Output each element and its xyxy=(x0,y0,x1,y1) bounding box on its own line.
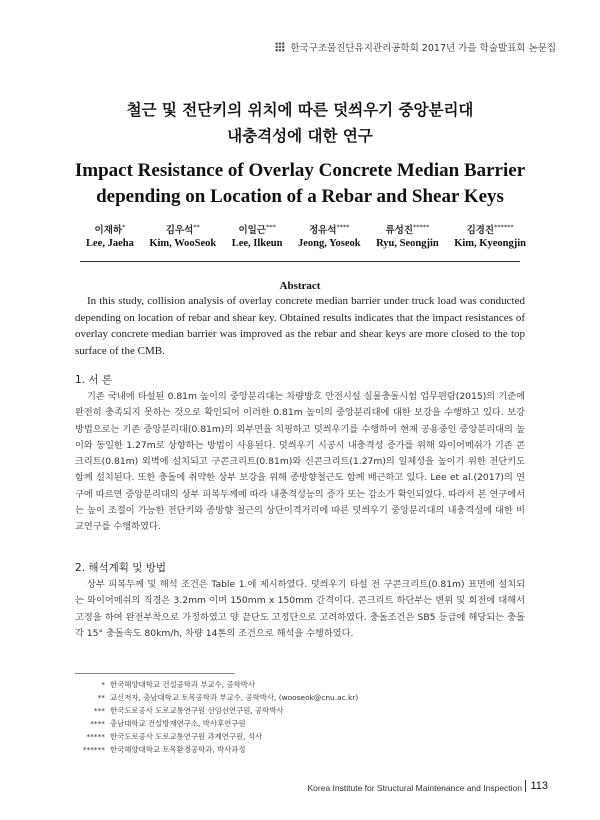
section-text-method: 상부 피복두께 및 해석 조건은 Table 1.에 제시하였다. 덧씌우기 타설 전 구콘크리트(0.81m) 표면에 설치되는 와이어메쉬의 직경은 3.2mm 이며 150mm x 150mm 간격이다. 콘크리트 하단부는 변위 및 회전에 대해서 고정을 하여 완전부착으로 가정하였고 양 끝단도 고정단으로 고려하였다. 충돌조건은 SB5 등급에 해당되는 충돌각 15° 충돌속도 80km/h, 차량 14톤의 조건으로 해석을 수행하였다. xyxy=(75,579,525,639)
dot-grid-icon xyxy=(275,42,285,52)
author-name-korean: 김경진 xyxy=(466,225,495,236)
journal-header xyxy=(275,40,556,54)
footnote xyxy=(75,678,525,691)
footnotes xyxy=(75,678,525,756)
footnote-mark: **** xyxy=(90,719,105,728)
author xyxy=(232,222,283,249)
author-mark: *** xyxy=(265,222,276,231)
author xyxy=(376,222,439,249)
footnote-divider xyxy=(75,673,235,674)
author-name-korean: 정유석 xyxy=(309,225,337,236)
author-name-english: Kim, WooSeok xyxy=(149,238,217,249)
section-heading-method: 2. 해석계획 및 방법 xyxy=(75,562,167,574)
footnote-text: 교신저자, 충남대학교 토목공학과 부교수, 공학박사, (wooseok@cnu.ac.kr) xyxy=(110,693,359,702)
footnote-text: 한국도로공사 도로교통연구원 선임선연구원, 공학박사 xyxy=(110,706,284,715)
footnote-text: 한국도로공사 도로교통연구원 과제연구원, 석사 xyxy=(110,732,263,741)
author xyxy=(454,222,526,249)
author-list xyxy=(86,222,526,249)
footnote-text: 한국해양대학교 건설공학과 부교수, 공학박사 xyxy=(110,680,256,689)
author-name-korean: 이일근 xyxy=(238,225,266,236)
author xyxy=(86,222,134,249)
author xyxy=(149,222,216,249)
footnote-mark: ****** xyxy=(82,745,105,754)
footnote xyxy=(75,691,525,704)
footer-institute: Korea Institute for Structural Maintenance and Inspection xyxy=(307,783,522,793)
author-mark: ***** xyxy=(413,222,430,231)
abstract-text: In this study, collision analysis of overlay concrete median barrier under truck load was conducted depending on location of rebar and shear key. Obtained results indicates that the impact resistances of overlay concrete median barrier was improved as the rebar and shear keys are more closed to the top surface of the CMB. xyxy=(75,295,525,357)
footnote-mark: * xyxy=(101,680,105,689)
title-english-line-2: depending on Location of a Rebar and Shear Keys xyxy=(96,186,504,207)
title-korean-line-1: 철근 및 전단키의 위치에 따른 덧씌우기 중앙분리대 xyxy=(126,100,474,119)
author-name-korean: 이재하 xyxy=(94,225,123,236)
title-korean-line-2: 내충격성에 대한 연구 xyxy=(227,126,373,145)
author-name-english: Jeong, Yoseok xyxy=(297,238,361,249)
author-mark: * xyxy=(122,222,126,231)
author-name-english: Kim, Kyeongjin xyxy=(454,238,526,249)
journal-name: 한국구조물진단유지관리공학회 2017년 가을 학술발표회 논문집 xyxy=(290,43,556,54)
footnote xyxy=(75,743,525,756)
footnote-mark: ***** xyxy=(86,732,105,741)
footnote xyxy=(75,704,525,717)
page-number: 113 xyxy=(525,780,548,792)
author-name-english: Lee, Ilkeun xyxy=(231,238,283,249)
section-text-introduction: 기존 국내에 타설된 0.81m 높이의 중앙분리대는 차량방호 안전시설 실물충돌시험 업무편람(2015)의 기준에 완전히 충족되지 못하는 것으로 확인되어 이러한 0.81m 높이의 중앙분리대에 대한 보강을 수행하고 있다. 보강방법으로는 기존 중앙분리대(0.81m)의 외부면을 치핑하고 덧씌우기를 수행하여 현재 공용중인 중앙분리대의 높이와 동일한 1.27m로 상향하는 방법이 사용된다. 덧씌우기 시공시 내충격성 증가를 위해 와이어메쉬가 기존 콘크리트(0.81m) 외벽에 설치되고 구콘크리트(0.81m)와 신콘크리트(1.27m)의 일체성을 높이기 위한 전단키도 함께 설치된다. 또한 충돌에 취약한 상부 보강을 위해 종방향철근도 함께 배근하고 있다. Lee et al.(2017)의 연구에 따르면 중앙분리대의 상부 피복두께에 따라 내충격성능의 증가 또는 감소가 확인되었다. 따라서 본 연구에서는 높이 조절이 가능한 전단키와 종방향 철근의 상단이격거리에 따른 덧씌우기 중앙분리대의 내충격성에 대한 비교연구를 수행하였다. xyxy=(75,391,525,533)
footnote-mark: ** xyxy=(97,693,105,702)
author-name-english: Lee, Jaeha xyxy=(86,238,134,249)
author xyxy=(298,222,361,249)
title-english-line-1: Impact Resistance of Overlay Concrete Median Barrier xyxy=(74,160,526,181)
footnote xyxy=(75,730,525,743)
author-name-korean: 류성진 xyxy=(385,225,414,236)
divider xyxy=(80,261,520,262)
footnote-text: 충남대학교 건설방재연구소, 박사후연구원 xyxy=(110,719,246,728)
footnote xyxy=(75,717,525,730)
author-mark: ****** xyxy=(494,222,514,231)
footnote-mark: *** xyxy=(93,706,105,715)
section-heading-introduction: 1. 서 론 xyxy=(75,374,112,386)
footnote-text: 한국해양대학교 토목환경공학과, 박사과정 xyxy=(110,745,246,754)
abstract-heading: Abstract xyxy=(279,280,321,292)
author-name-korean: 김우석 xyxy=(165,225,194,236)
author-name-english: Ryu, Seongjin xyxy=(376,238,439,249)
author-mark: ** xyxy=(193,222,200,231)
author-mark: **** xyxy=(336,222,350,231)
